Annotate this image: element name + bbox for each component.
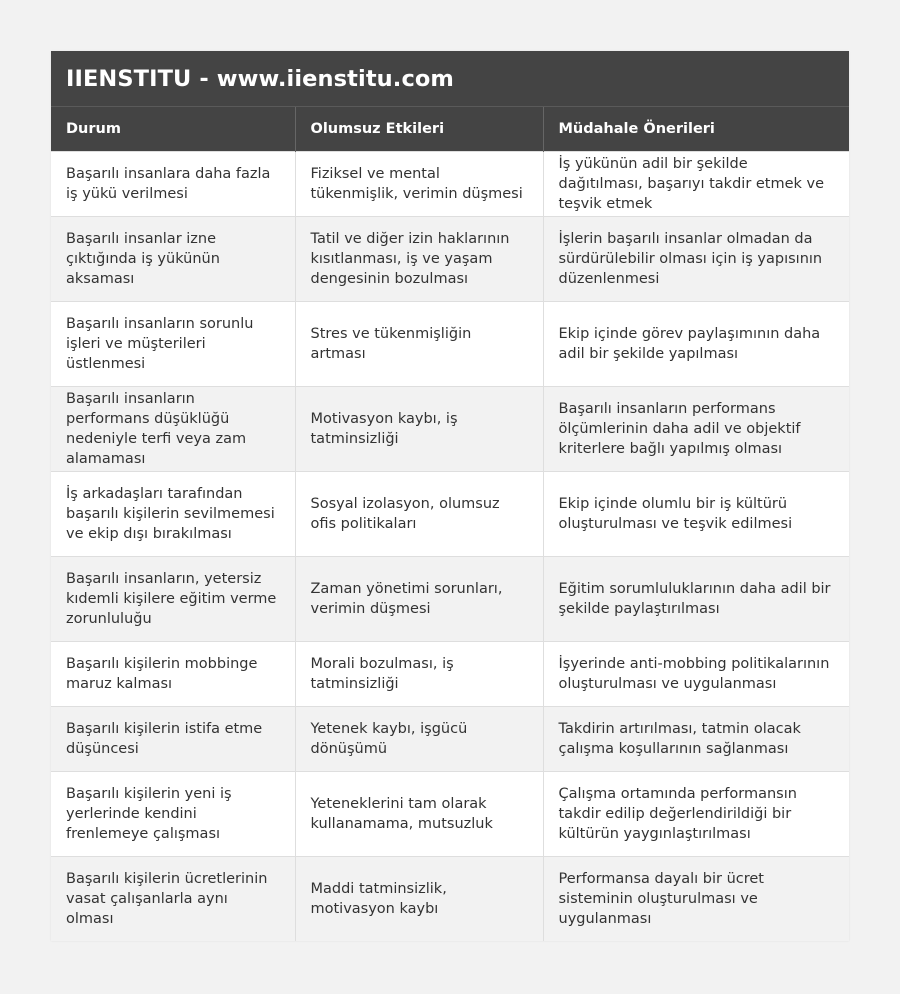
cell-mudahale-onerileri: Eğitim sorumluluklarının daha adil bir şekilde paylaştırılması [543, 556, 849, 641]
column-header-olumsuz-etkileri: Olumsuz Etkileri [295, 107, 543, 151]
cell-durum: Başarılı insanlar izne çıktığında iş yükünün aksaması [51, 216, 295, 301]
cell-olumsuz-etkileri: Stres ve tükenmişliğin artması [295, 301, 543, 386]
header-row [51, 107, 849, 151]
table-card [51, 51, 849, 941]
table-row [51, 471, 849, 556]
data-table [51, 107, 849, 941]
cell-olumsuz-etkileri: Morali bozulması, iş tatminsizliği [295, 641, 543, 706]
table-row [51, 301, 849, 386]
cell-mudahale-onerileri: İş yükünün adil bir şekilde dağıtılması, başarıyı takdir etmek ve teşvik etmek [543, 151, 849, 216]
cell-durum: Başarılı kişilerin mobbinge maruz kalması [51, 641, 295, 706]
cell-olumsuz-etkileri: Sosyal izolasyon, olumsuz ofis politikaları [295, 471, 543, 556]
cell-mudahale-onerileri: Çalışma ortamında performansın takdir edilip değerlendirildiği bir kültürün yaygınlaştırılması [543, 771, 849, 856]
cell-mudahale-onerileri: Ekip içinde olumlu bir iş kültürü oluşturulması ve teşvik edilmesi [543, 471, 849, 556]
column-header-durum: Durum [51, 107, 295, 151]
cell-olumsuz-etkileri: Zaman yönetimi sorunları, verimin düşmesi [295, 556, 543, 641]
cell-durum: Başarılı kişilerin ücretlerinin vasat çalışanlarla aynı olması [51, 856, 295, 941]
cell-durum: Başarılı insanların performans düşüklüğü nedeniyle terfi veya zam alamaması [51, 386, 295, 471]
table-title: IIENSTITU - www.iienstitu.com [51, 51, 849, 107]
cell-durum: Başarılı insanlara daha fazla iş yükü verilmesi [51, 151, 295, 216]
cell-mudahale-onerileri: Başarılı insanların performans ölçümlerinin daha adil ve objektif kriterlere bağlı yapılmış olması [543, 386, 849, 471]
cell-olumsuz-etkileri: Yetenek kaybı, işgücü dönüşümü [295, 706, 543, 771]
table-row [51, 771, 849, 856]
cell-olumsuz-etkileri: Fiziksel ve mental tükenmişlik, verimin düşmesi [295, 151, 543, 216]
cell-olumsuz-etkileri: Yeteneklerini tam olarak kullanamama, mutsuzluk [295, 771, 543, 856]
cell-durum: İş arkadaşları tarafından başarılı kişilerin sevilmemesi ve ekip dışı bırakılması [51, 471, 295, 556]
table-row [51, 856, 849, 941]
cell-mudahale-onerileri: Takdirin artırılması, tatmin olacak çalışma koşullarının sağlanması [543, 706, 849, 771]
cell-mudahale-onerileri: Ekip içinde görev paylaşımının daha adil bir şekilde yapılması [543, 301, 849, 386]
cell-mudahale-onerileri: Performansa dayalı bir ücret sisteminin oluşturulması ve uygulanması [543, 856, 849, 941]
table-row [51, 386, 849, 471]
cell-durum: Başarılı insanların, yetersiz kıdemli kişilere eğitim verme zorunluluğu [51, 556, 295, 641]
table-row [51, 641, 849, 706]
cell-durum: Başarılı insanların sorunlu işleri ve müşterileri üstlenmesi [51, 301, 295, 386]
cell-olumsuz-etkileri: Motivasyon kaybı, iş tatminsizliği [295, 386, 543, 471]
table-row [51, 706, 849, 771]
table-row [51, 556, 849, 641]
cell-mudahale-onerileri: İşlerin başarılı insanlar olmadan da sürdürülebilir olması için iş yapısının düzenlenmesi [543, 216, 849, 301]
cell-olumsuz-etkileri: Maddi tatminsizlik, motivasyon kaybı [295, 856, 543, 941]
cell-durum: Başarılı kişilerin istifa etme düşüncesi [51, 706, 295, 771]
cell-durum: Başarılı kişilerin yeni iş yerlerinde kendini frenlemeye çalışması [51, 771, 295, 856]
table-row [51, 151, 849, 216]
column-header-mudahale-onerileri: Müdahale Önerileri [543, 107, 849, 151]
cell-mudahale-onerileri: İşyerinde anti-mobbing politikalarının oluşturulması ve uygulanması [543, 641, 849, 706]
table-row [51, 216, 849, 301]
cell-olumsuz-etkileri: Tatil ve diğer izin haklarının kısıtlanması, iş ve yaşam dengesinin bozulması [295, 216, 543, 301]
